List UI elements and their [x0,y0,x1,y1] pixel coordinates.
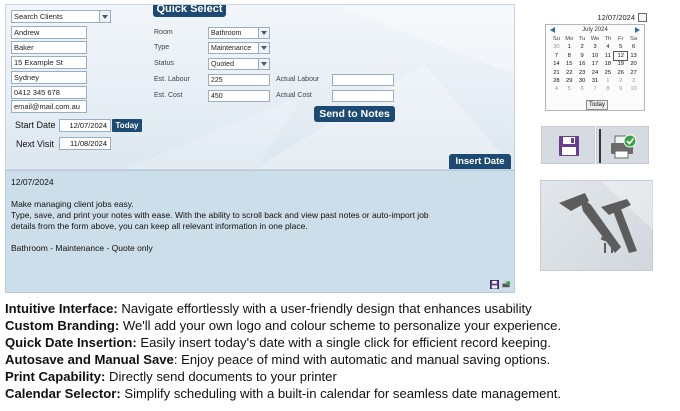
calendar-day[interactable]: 9 [619,86,623,93]
calendar-icon[interactable] [638,13,647,22]
feature-item [5,351,677,368]
calendar-day[interactable]: 30 [553,44,560,51]
print-tile[interactable] [596,126,649,164]
actual-cost-label: Actual Cost [276,92,312,99]
feature-title: Calendar Selector: [5,386,121,401]
calendar-day[interactable]: 6 [580,86,584,93]
status-select[interactable] [208,58,270,70]
calendar-day[interactable]: 2 [580,44,584,51]
type-label: Type [154,44,170,51]
type-value: Maintenance [211,45,252,52]
feature-title: Quick Date Insertion: [5,335,137,350]
calendar-day[interactable]: 17 [591,61,599,68]
feature-item [5,300,677,317]
calendar-day[interactable]: 14 [553,61,560,68]
job-form-panel [5,4,515,170]
city-field[interactable]: Sydney [11,71,87,84]
feature-list [5,300,677,402]
calendar-day[interactable]: 7 [554,52,559,59]
calendar-day[interactable]: 6 [631,44,636,51]
send-to-notes-button[interactable]: Send to Notes [314,106,395,122]
calendar-widget [543,12,647,112]
calendar-day-name: Su [552,36,560,42]
address-field[interactable]: 15 Example St [11,56,87,69]
actual-labour-label: Actual Labour [276,76,320,83]
next-month-icon[interactable] [635,27,640,33]
feature-item [5,334,677,351]
calendar-grid [546,35,644,94]
status-value: Quoted [211,61,234,68]
calendar-day[interactable]: 8 [567,52,571,59]
est-labour-field[interactable]: 225 [208,74,270,86]
calendar-day[interactable]: 12 [614,52,627,60]
type-select[interactable] [208,42,270,54]
tools-tile [540,180,653,271]
calendar-day[interactable]: 1 [567,44,571,51]
first-name-field[interactable]: Andrew [11,26,87,39]
calendar-day-name: Th [604,36,612,42]
calendar-day[interactable]: 26 [617,69,624,76]
calendar-day[interactable]: 4 [554,86,559,93]
calendar-day[interactable]: 5 [567,86,571,93]
calendar-day[interactable]: 19 [617,61,624,68]
calendar-day-name: Fr [617,36,624,42]
feature-text: We'll add your own logo and colour scheme to personalize your experience. [119,318,562,333]
calendar-day[interactable]: 23 [578,69,586,76]
notes-line: Type, save, and print your notes with ease. With the ability to scroll back and view past notes or auto-import job [11,210,429,220]
email-field[interactable]: email@mail.com.au [11,100,87,113]
actual-labour-field[interactable] [332,74,394,86]
calendar-day[interactable]: 3 [593,44,597,51]
room-label: Room [154,29,173,36]
chevron-down-icon[interactable] [258,43,269,53]
calendar-day[interactable]: 25 [604,69,612,76]
calendar-day[interactable]: 9 [580,52,584,59]
feature-text: Easily insert today's date with a single click for efficient record keeping. [136,335,551,350]
feature-title: Custom Branding: [5,318,120,333]
calendar-today-button[interactable]: Today [586,100,608,110]
save-icon [542,127,596,165]
feature-text: : Enjoy peace of mind with automatic and manual saving options. [173,352,551,367]
calendar-date-input[interactable]: 12/07/2024 [597,13,635,22]
room-select[interactable] [208,27,270,39]
calendar-day[interactable]: 28 [553,77,560,84]
next-visit-field[interactable]: 11/08/2024 [59,137,111,150]
calendar-day[interactable]: 2 [619,77,623,84]
calendar-day-name: Sa [630,36,638,42]
chevron-down-icon[interactable] [258,59,269,69]
calendar-day[interactable]: 4 [606,44,610,51]
start-date-label: Start Date [15,120,56,130]
hammer-icon [541,181,654,272]
calendar-day[interactable]: 30 [578,77,586,84]
insert-date-button[interactable]: Insert Date [449,154,511,170]
calendar-day[interactable]: 16 [578,61,586,68]
feature-text: Directly send documents to your printer [105,369,337,384]
next-visit-label: Next Visit [16,139,54,149]
room-value: Bathroom [211,30,242,37]
feature-text: Simplify scheduling with a built-in calendar for seamless date management. [120,386,562,401]
notes-line: Make managing client jobs easy. [11,199,134,209]
calendar-day[interactable]: 24 [591,69,599,76]
calendar-day[interactable]: 18 [604,61,612,68]
print-icon [597,127,650,165]
calendar-day[interactable]: 31 [591,77,599,84]
actual-cost-field[interactable] [332,90,394,102]
feature-title: Autosave and Manual Save [5,352,174,367]
chevron-down-icon[interactable] [258,28,269,38]
calendar-day[interactable]: 11 [604,52,611,59]
print-icon[interactable] [501,280,511,289]
calendar-day-name: Tu [578,36,586,42]
notes-toolbar [490,280,511,289]
notes-line: Bathroom - Maintenance - Quote only [11,243,153,253]
search-clients-select[interactable] [11,10,111,23]
notes-textarea[interactable] [5,170,515,293]
calendar-day[interactable]: 21 [553,69,560,76]
today-button[interactable]: Today [112,119,142,132]
calendar-day[interactable]: 15 [566,61,573,68]
calendar-day[interactable]: 5 [619,44,623,51]
chevron-down-icon[interactable] [99,11,110,22]
calendar-day[interactable]: 1 [606,77,610,84]
calendar-month-label: July 2024 [582,27,608,33]
est-cost-label: Est. Cost [154,92,183,99]
calendar-day-name: We [590,36,600,42]
calendar-day[interactable]: 8 [606,86,610,93]
start-date-field[interactable]: 12/07/2024 [59,119,111,132]
phone-field[interactable]: 0412 345 678 [11,86,87,99]
calendar-popup [545,24,645,111]
feature-title: Intuitive Interface: [5,301,118,316]
save-icon[interactable] [490,280,499,289]
calendar-day[interactable]: 13 [630,52,637,59]
feature-text: Navigate effortlessly with a user-friendly design that enhances usability [117,301,532,316]
est-cost-field[interactable]: 450 [208,90,270,102]
prev-month-icon[interactable] [550,27,555,33]
est-labour-label: Est. Labour [154,76,190,83]
last-name-field[interactable]: Baker [11,41,87,54]
calendar-day[interactable]: 29 [566,77,573,84]
status-label: Status [154,60,174,67]
feature-item [5,317,677,334]
calendar-day[interactable]: 10 [591,52,599,59]
feature-item [5,368,677,385]
calendar-day[interactable]: 22 [566,69,573,76]
calendar-header [546,25,644,35]
notes-line: details from the form above, you can keep all relevant information in one place. [11,221,308,231]
calendar-day[interactable]: 3 [631,77,636,84]
save-tile[interactable] [541,126,595,164]
calendar-day[interactable]: 20 [630,61,637,68]
quick-select-title: Quick Select [153,4,226,17]
search-clients-value: Search Clients [14,12,63,21]
feature-title: Print Capability: [5,369,106,384]
feature-item [5,385,677,402]
calendar-day[interactable]: 27 [630,69,637,76]
calendar-day-name: Mo [565,36,574,42]
calendar-day[interactable]: 7 [593,86,597,93]
notes-date: 12/07/2024 [11,177,54,187]
calendar-day[interactable]: 10 [630,86,637,93]
